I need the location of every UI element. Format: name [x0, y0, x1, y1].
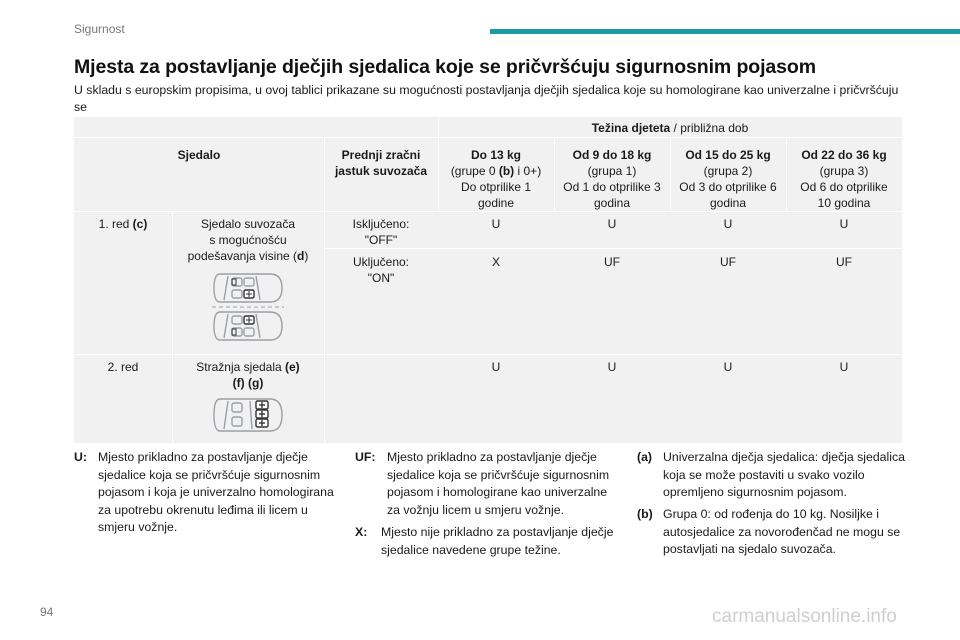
legend-line: smjeru vožnje.	[98, 520, 178, 534]
group-weight: Od 22 do 36 kg	[801, 148, 887, 162]
legend-line: Grupa 0: od rođenja do 10 kg. Nosiljke i	[663, 507, 880, 521]
header-section-title: Sigurnost	[74, 22, 125, 36]
legend-line: Mjesto prikladno za postavljanje dječje	[98, 450, 308, 464]
legend-line: sjedalice koja se pričvršćuje sigurnosnim	[387, 467, 610, 482]
airbag-state-value: "ON"	[367, 271, 395, 285]
group-age: godina	[593, 196, 631, 210]
group-age: godine	[477, 196, 515, 210]
seat-text: podešavanja visine (	[187, 249, 298, 263]
legend-line: pojasom i koja je univerzalno homologirana	[98, 485, 334, 499]
group-age: Do otprilike 1	[460, 180, 532, 194]
seat-table	[74, 117, 902, 443]
seat-rear	[172, 359, 324, 391]
watermark: carmanualsonline.info	[712, 606, 897, 627]
table-cell-value: U	[839, 360, 849, 374]
airbag-state-value: "OFF"	[364, 233, 398, 247]
group-age: 10 godina	[817, 196, 871, 210]
header-accent-rule	[490, 29, 960, 34]
table-divider	[324, 248, 902, 249]
legend-U	[74, 449, 344, 539]
legend-text	[387, 449, 609, 519]
legend-text	[663, 449, 905, 502]
legend-a	[637, 449, 937, 503]
weight-header-bold: Težina djeteta	[591, 121, 671, 135]
table-divider	[74, 137, 902, 138]
seat-text: Stražnja sjedala	[196, 360, 286, 374]
seat-front-passenger	[172, 216, 324, 264]
table-divider	[74, 211, 902, 212]
legend-line: sjedalice koja se pričvršćuje sigurnosnim	[98, 467, 321, 482]
legend-UF	[355, 449, 625, 521]
row-label-ref: (c)	[132, 217, 148, 231]
legend-line: Mjesto nije prikladno za postavljanje dječje	[381, 525, 614, 539]
row-label-first	[74, 216, 172, 232]
seat-ref-fg: (f) (g)	[232, 376, 264, 390]
col-header-group-3	[786, 147, 902, 211]
group-label: (grupa 3)	[819, 164, 869, 178]
table-cell-value: UF	[720, 255, 736, 269]
car-rear-seat-icon	[210, 395, 286, 437]
legend-b	[637, 506, 937, 560]
airbag-off	[324, 216, 438, 248]
group-age: Od 3 do otprilike 6	[679, 180, 777, 194]
seat-text: Sjedalo suvozača	[200, 217, 296, 231]
legend-key: UF:	[355, 450, 376, 464]
table-cell-value: U	[491, 360, 501, 374]
col-header-group-0	[438, 147, 554, 211]
intro-text-1: U skladu s europskim propisima, u ovoj tablici prikazane su mogućnosti postavljanja dječjih sjedalica koje su homologirane kao univerzalne i pričvršćuju se	[74, 83, 899, 114]
legend-line: postavljati na sjedalo suvozača.	[663, 542, 836, 556]
legend-line: za vožnju licem u smjeru vožnje.	[387, 502, 565, 517]
legend-line: pojasom i homologirane kao univerzalne	[387, 485, 608, 499]
table-cell-value: UF	[836, 255, 852, 269]
airbag-header-l2: jastuk suvozača	[334, 164, 428, 178]
group-label: (grupa 2)	[703, 164, 753, 178]
col-header-seat: Sjedalo	[177, 148, 221, 162]
group-age: Od 6 do otprilike	[800, 180, 888, 194]
legend-key: (a)	[637, 450, 653, 464]
airbag-on	[324, 254, 438, 286]
table-cell-value: U	[723, 360, 733, 374]
table-divider	[74, 354, 902, 355]
legend-line: za upotrebu okrenutu leđima ili licem u	[98, 502, 308, 517]
table-cell-value: UF	[604, 255, 620, 269]
weight-header	[438, 120, 902, 136]
table-cell-value: U	[839, 217, 849, 231]
legend-key: (b)	[637, 507, 653, 521]
legend-text	[98, 449, 334, 537]
legend-line: sjedalice navedene grupe težine.	[381, 542, 561, 557]
group-weight: Od 9 do 18 kg	[572, 148, 652, 162]
col-header-group-1	[554, 147, 670, 211]
col-header-airbag	[324, 147, 438, 179]
group-weight: Od 15 do 25 kg	[685, 148, 771, 162]
legend-text	[663, 506, 900, 559]
weight-header-rest: / približna dob	[670, 121, 749, 135]
seat-text: )	[304, 249, 309, 263]
row-label-second: 2. red	[107, 360, 139, 374]
airbag-state: Uključeno:	[352, 255, 410, 269]
group-label: (grupa 1)	[587, 164, 637, 178]
seat-text: s mogućnošću	[209, 233, 287, 247]
table-cell-value: U	[607, 217, 617, 231]
car-front-seat-icon	[210, 268, 286, 348]
legend-line: opremljeno sigurnosnim pojasom.	[663, 485, 847, 499]
legend-text	[381, 524, 613, 559]
group-age: godina	[709, 196, 747, 210]
legend-key: U:	[74, 450, 87, 464]
airbag-header-l1: Prednji zračni	[341, 148, 421, 162]
col-header-group-2	[670, 147, 786, 211]
table-cell-value: U	[607, 360, 617, 374]
group-label: i 0+)	[514, 164, 542, 178]
group-age: Od 1 do otprilike 3	[563, 180, 661, 194]
legend-line: autosjedalice za novorođenčad ne mogu se	[663, 524, 901, 539]
table-cell-value: U	[723, 217, 733, 231]
legend-line: koja se može postaviti u svako vozilo	[663, 467, 865, 482]
page-number: 94	[40, 605, 54, 619]
group-weight: Do 13 kg	[470, 148, 521, 162]
row-label-text: 1. red	[98, 217, 133, 231]
group-label: (grupe 0	[450, 164, 499, 178]
table-cell-value: U	[491, 217, 501, 231]
seat-ref-d: d	[297, 249, 305, 263]
legend-X	[355, 524, 625, 560]
airbag-state: Isključeno:	[352, 217, 410, 231]
legend-line: Mjesto prikladno za postavljanje dječje	[387, 450, 597, 464]
legend-key: X:	[355, 525, 368, 539]
table-cell-value: X	[491, 255, 500, 269]
group-ref-b: (b)	[498, 164, 515, 178]
seat-ref-e: (e)	[285, 360, 300, 374]
page-title: Mjesta za postavljanje dječjih sjedalica koje se pričvršćuju sigurnosnim pojasom	[74, 56, 816, 78]
legend-line: Univerzalna dječja sjedalica: dječja sjedalica	[663, 450, 905, 464]
